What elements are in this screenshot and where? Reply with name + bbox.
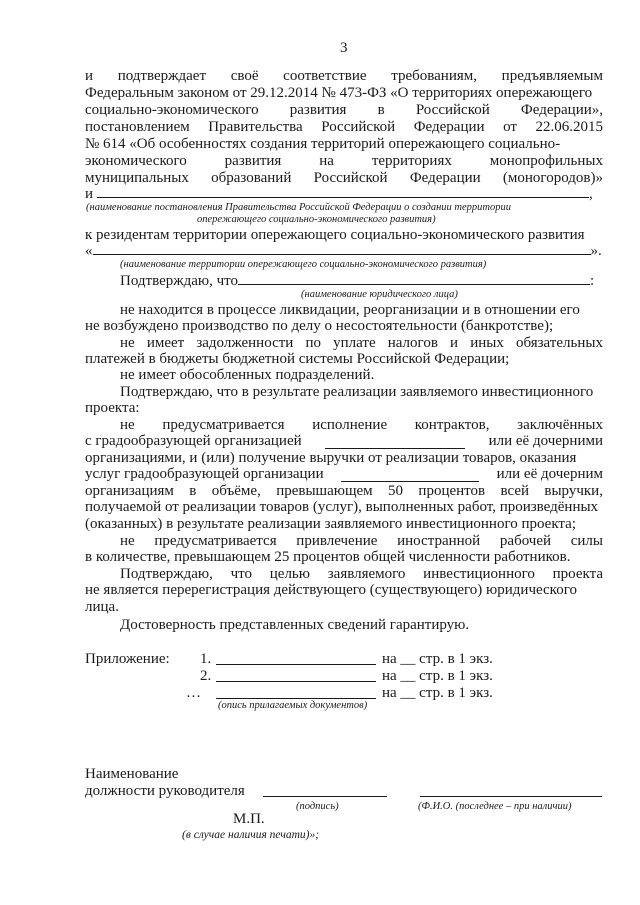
attachment-blank-3[interactable] bbox=[216, 685, 376, 699]
page-number: 3 bbox=[340, 40, 348, 56]
entity-blank[interactable] bbox=[238, 273, 590, 285]
project-line-9: (оказанных) в результате реализации заявляемого инвестиционного проекта; bbox=[85, 516, 576, 532]
attachment-num-3: … bbox=[186, 685, 201, 701]
intro-line-5: № 614 «Об особенностях создания территорий опережающего социально- bbox=[85, 136, 561, 152]
intro-line-7: муниципальных образований Российской Федерации (моногородов)» bbox=[85, 170, 603, 186]
project-line-3: не предусматривается исполнение контрактов, заключённых bbox=[120, 417, 603, 433]
stamp-place: М.П. bbox=[233, 811, 265, 827]
attachment-num-2: 2. bbox=[200, 668, 212, 684]
project-line-5: организациями, и (или) получение выручки от реализации товаров, оказания bbox=[85, 450, 577, 466]
registration-line-3: лица. bbox=[85, 599, 119, 615]
intro-line-6: экономического развития на территориях монопрофильных bbox=[85, 153, 603, 169]
caption-full-name: (Ф.И.О. (последнее – при наличии) bbox=[418, 801, 572, 812]
caption-resolution-1: (наименование постановления Правительства Российской Федерации о создании территории bbox=[86, 202, 511, 213]
city-org-blank-2[interactable] bbox=[341, 470, 479, 482]
project-line-10: не предусматривается привлечение иностранной рабочей силы bbox=[120, 533, 603, 549]
condition-2a: не имеет задолженности по уплате налогов и иных обязательных bbox=[120, 335, 603, 351]
residents-line: к резидентам территории опережающего социально-экономического развития bbox=[85, 227, 585, 243]
registration-line-2: не является перерегистрация действующего (существующего) юридического bbox=[85, 582, 577, 598]
position-title-1: Наименование bbox=[85, 766, 179, 782]
registration-line-1: Подтверждаю, что целью заявляемого инвестиционного проекта bbox=[120, 566, 603, 582]
project-line-11: в количестве, превышающем 25 процентов общей численности работников. bbox=[85, 549, 571, 565]
seal-note: (в случае наличия печати)»; bbox=[182, 829, 320, 841]
attachment-blank-1[interactable] bbox=[216, 651, 376, 665]
city-org-blank-1[interactable] bbox=[325, 437, 465, 449]
guarantee-line: Достоверность представленных сведений гарантирую. bbox=[120, 617, 470, 633]
caption-resolution-2: опережающего социально-экономического развития) bbox=[197, 214, 436, 225]
position-title-2: должности руководителя bbox=[85, 783, 245, 799]
signature-blank[interactable] bbox=[263, 783, 387, 797]
caption-territory: (наименование территории опережающего социально-экономического развития) bbox=[120, 259, 487, 270]
condition-3: не имеет обособленных подразделений. bbox=[120, 367, 375, 383]
attachment-text-3: на __ стр. в 1 экз. bbox=[382, 685, 493, 701]
condition-1a: не находится в процессе ликвидации, реорганизации и в отношении его bbox=[120, 302, 580, 318]
caption-attachments: (опись прилагаемых документов) bbox=[218, 700, 368, 711]
territory-blank[interactable] bbox=[93, 243, 591, 255]
project-line-8: получаемой от реализации товаров (услуг), выполненных работ, произведённых bbox=[85, 499, 599, 515]
attachment-text-2: на __ стр. в 1 экз. bbox=[382, 668, 493, 684]
project-line-6: услуг градообразующей организации или её дочерним bbox=[85, 466, 603, 482]
full-name-blank[interactable] bbox=[420, 783, 602, 797]
project-line-1: Подтверждаю, что в результате реализации заявляемого инвестиционного bbox=[120, 384, 594, 400]
intro-line-8: и , bbox=[85, 186, 593, 202]
project-line-2: проекта: bbox=[85, 400, 140, 416]
attachment-text-1: на __ стр. в 1 экз. bbox=[382, 651, 493, 667]
territory-line: « ». bbox=[85, 243, 602, 259]
attachment-blank-2[interactable] bbox=[216, 668, 376, 682]
attachments-label: Приложение: bbox=[85, 651, 170, 667]
resolution-blank[interactable] bbox=[97, 186, 589, 198]
intro-line-4: постановлением Правительства Российской Федерации от 22.06.2015 bbox=[85, 119, 603, 135]
condition-1b: не возбуждено производство по делу о несостоятельности (банкротстве); bbox=[85, 318, 554, 334]
confirm-entity-line: Подтверждаю, что : bbox=[120, 273, 595, 289]
intro-line-3: социально-экономического развития в Российской Федерации», bbox=[85, 102, 603, 118]
attachment-num-1: 1. bbox=[200, 651, 212, 667]
caption-entity: (наименование юридического лица) bbox=[301, 289, 458, 300]
intro-line-2: Федеральным законом от 29.12.2014 № 473-ФЗ «О территориях опережающего bbox=[85, 85, 593, 101]
caption-signature: (подпись) bbox=[296, 801, 339, 812]
project-line-7: организациям в объёме, превышающем 50 процентов всей выручки, bbox=[85, 483, 603, 499]
intro-line-1: и подтверждает своё соответствие требованиям, предъявляемым bbox=[85, 68, 603, 84]
condition-2b: платежей в бюджеты бюджетной системы Российской Федерации; bbox=[85, 351, 510, 367]
project-line-4: с градообразующей организацией или её дочерними bbox=[85, 433, 603, 449]
